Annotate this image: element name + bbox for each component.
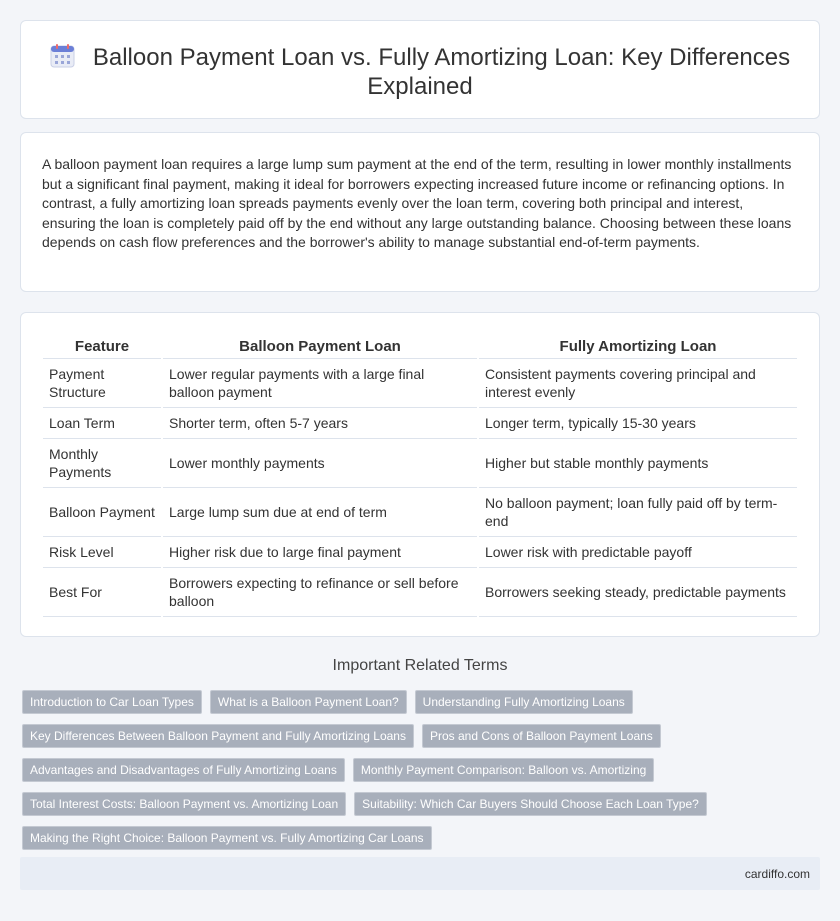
table-cell: Large lump sum due at end of term xyxy=(163,488,477,537)
table-cell: Borrowers seeking steady, predictable payments xyxy=(479,568,797,617)
table-cell: Consistent payments covering principal and interest evenly xyxy=(479,359,797,408)
page-title xyxy=(41,43,799,101)
related-terms-list xyxy=(22,690,822,860)
table-cell: Borrowers expecting to refinance or sell before balloon xyxy=(163,568,477,617)
comparison-card xyxy=(20,312,820,637)
header-card xyxy=(20,20,820,119)
column-header-amortizing: Fully Amortizing Loan xyxy=(479,335,797,359)
tag-row xyxy=(22,758,822,782)
table-cell: Monthly Payments xyxy=(43,439,161,488)
table-row xyxy=(43,359,797,408)
table-header-row xyxy=(43,335,797,359)
related-term-link[interactable]: What is a Balloon Payment Loan? xyxy=(210,690,407,714)
column-header-balloon: Balloon Payment Loan xyxy=(163,335,477,359)
related-term-link[interactable]: Monthly Payment Comparison: Balloon vs. Amortizing xyxy=(353,758,654,782)
related-term-link[interactable]: Understanding Fully Amortizing Loans xyxy=(415,690,633,714)
related-term-link[interactable]: Key Differences Between Balloon Payment and Fully Amortizing Loans xyxy=(22,724,414,748)
table-row xyxy=(43,408,797,439)
table-cell: No balloon payment; loan fully paid off by term-end xyxy=(479,488,797,537)
page-title-text: Balloon Payment Loan vs. Fully Amortizing Loan: Key Differences Explained xyxy=(92,44,791,100)
table-cell: Shorter term, often 5-7 years xyxy=(163,408,477,439)
calendar-icon xyxy=(50,44,75,68)
intro-paragraph: A balloon payment loan requires a large lump sum payment at the end of the term, resulting in lower monthly installments but a significant final payment, making it ideal for borrowers expecting increased future income or refinancing options. In contrast, a fully amortizing loan spreads payments evenly over the loan term, covering both principal and interest, ensuring the loan is completely paid off by the end without any large outstanding balance. Choosing between these loans depends on cash flow preferences and the borrower's ability to manage substantial end-of-term payments. xyxy=(42,156,792,251)
tag-row xyxy=(22,826,822,850)
column-header-feature: Feature xyxy=(43,335,161,359)
tag-row xyxy=(22,690,822,714)
related-term-link[interactable]: Advantages and Disadvantages of Fully Amortizing Loans xyxy=(22,758,345,782)
table-cell: Balloon Payment xyxy=(43,488,161,537)
related-term-link[interactable]: Pros and Cons of Balloon Payment Loans xyxy=(422,724,661,748)
related-terms-heading: Important Related Terms xyxy=(332,657,508,674)
intro-card xyxy=(20,132,820,292)
table-cell: Risk Level xyxy=(43,537,161,568)
table-cell: Higher but stable monthly payments xyxy=(479,439,797,488)
tag-row xyxy=(22,792,822,816)
comparison-table xyxy=(41,335,799,617)
related-term-link[interactable]: Introduction to Car Loan Types xyxy=(22,690,202,714)
footer-site-link[interactable]: cardiffo.com xyxy=(744,867,810,881)
table-row xyxy=(43,439,797,488)
header xyxy=(41,43,799,101)
table-cell: Lower monthly payments xyxy=(163,439,477,488)
related-term-link[interactable]: Making the Right Choice: Balloon Payment vs. Fully Amortizing Car Loans xyxy=(22,826,432,850)
table-cell: Payment Structure xyxy=(43,359,161,408)
table-cell: Lower regular payments with a large final balloon payment xyxy=(163,359,477,408)
related-term-link[interactable]: Suitability: Which Car Buyers Should Choose Each Loan Type? xyxy=(354,792,707,816)
table-row xyxy=(43,537,797,568)
tag-row xyxy=(22,724,822,748)
table-row xyxy=(43,488,797,537)
table-cell: Lower risk with predictable payoff xyxy=(479,537,797,568)
related-term-link[interactable]: Total Interest Costs: Balloon Payment vs. Amortizing Loan xyxy=(22,792,346,816)
table-cell: Best For xyxy=(43,568,161,617)
table-row xyxy=(43,568,797,617)
footer xyxy=(20,857,820,890)
table-cell: Higher risk due to large final payment xyxy=(163,537,477,568)
table-cell: Loan Term xyxy=(43,408,161,439)
table-cell: Longer term, typically 15-30 years xyxy=(479,408,797,439)
